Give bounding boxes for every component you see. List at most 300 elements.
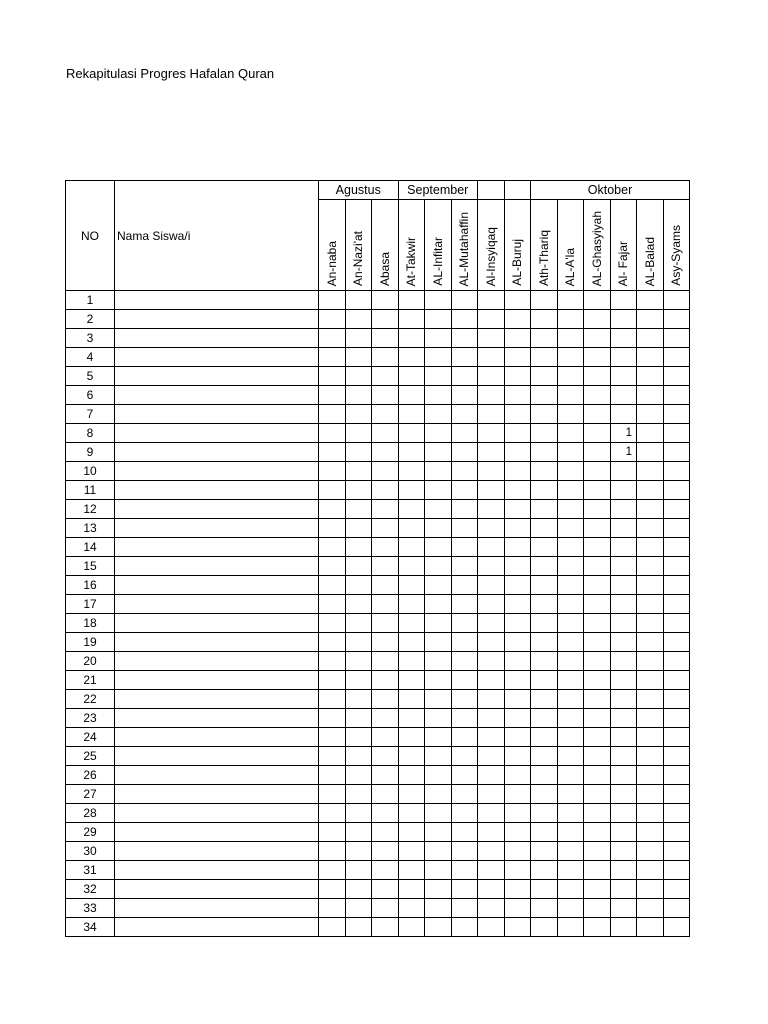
progress-cell[interactable] <box>584 348 611 367</box>
progress-cell[interactable] <box>584 443 611 462</box>
progress-cell[interactable] <box>478 804 505 823</box>
progress-cell[interactable] <box>637 861 664 880</box>
progress-cell[interactable] <box>637 519 664 538</box>
progress-cell[interactable] <box>531 329 558 348</box>
progress-cell[interactable] <box>637 538 664 557</box>
progress-cell[interactable] <box>610 519 637 538</box>
progress-cell[interactable] <box>584 747 611 766</box>
progress-cell[interactable] <box>451 709 478 728</box>
progress-cell[interactable] <box>451 595 478 614</box>
progress-cell[interactable] <box>531 633 558 652</box>
student-name-cell[interactable] <box>115 310 319 329</box>
progress-cell[interactable] <box>610 633 637 652</box>
progress-cell[interactable] <box>372 690 399 709</box>
progress-cell[interactable] <box>425 823 452 842</box>
progress-cell[interactable] <box>637 842 664 861</box>
progress-cell[interactable] <box>531 291 558 310</box>
progress-cell[interactable] <box>663 766 690 785</box>
progress-cell[interactable] <box>637 785 664 804</box>
progress-cell[interactable] <box>345 576 372 595</box>
progress-cell[interactable] <box>610 614 637 633</box>
progress-cell[interactable] <box>372 329 399 348</box>
progress-cell[interactable] <box>319 386 346 405</box>
progress-cell[interactable] <box>372 557 399 576</box>
progress-cell[interactable] <box>398 766 425 785</box>
student-name-cell[interactable] <box>115 386 319 405</box>
progress-cell[interactable] <box>425 861 452 880</box>
student-name-cell[interactable] <box>115 405 319 424</box>
progress-cell[interactable] <box>663 310 690 329</box>
progress-cell[interactable] <box>610 728 637 747</box>
progress-cell[interactable] <box>531 424 558 443</box>
progress-cell[interactable] <box>610 348 637 367</box>
progress-cell[interactable] <box>478 595 505 614</box>
progress-cell[interactable] <box>398 443 425 462</box>
progress-cell[interactable] <box>398 728 425 747</box>
progress-cell[interactable] <box>451 880 478 899</box>
progress-cell[interactable] <box>610 538 637 557</box>
progress-cell[interactable] <box>398 348 425 367</box>
progress-cell[interactable] <box>319 500 346 519</box>
progress-cell[interactable] <box>398 538 425 557</box>
progress-cell[interactable] <box>478 709 505 728</box>
progress-cell[interactable] <box>663 747 690 766</box>
progress-cell[interactable] <box>451 291 478 310</box>
progress-cell[interactable] <box>504 918 531 937</box>
progress-cell[interactable] <box>504 728 531 747</box>
progress-cell[interactable] <box>345 785 372 804</box>
progress-cell[interactable] <box>610 291 637 310</box>
progress-cell[interactable] <box>663 519 690 538</box>
progress-cell[interactable] <box>345 823 372 842</box>
progress-cell[interactable] <box>531 576 558 595</box>
progress-cell[interactable] <box>504 861 531 880</box>
progress-cell[interactable] <box>504 595 531 614</box>
progress-cell[interactable] <box>531 310 558 329</box>
progress-cell[interactable] <box>478 728 505 747</box>
progress-cell[interactable] <box>637 386 664 405</box>
progress-cell[interactable] <box>398 329 425 348</box>
progress-cell[interactable] <box>372 614 399 633</box>
progress-cell[interactable] <box>557 595 584 614</box>
progress-cell[interactable] <box>372 386 399 405</box>
progress-cell[interactable] <box>398 842 425 861</box>
progress-cell[interactable] <box>531 747 558 766</box>
progress-cell[interactable] <box>372 310 399 329</box>
progress-cell[interactable] <box>478 823 505 842</box>
student-name-cell[interactable] <box>115 595 319 614</box>
progress-cell[interactable] <box>478 899 505 918</box>
progress-cell[interactable] <box>398 633 425 652</box>
progress-cell[interactable] <box>531 823 558 842</box>
progress-cell[interactable] <box>319 747 346 766</box>
progress-cell[interactable] <box>478 443 505 462</box>
progress-cell[interactable] <box>584 519 611 538</box>
progress-cell[interactable] <box>557 386 584 405</box>
progress-cell[interactable] <box>345 671 372 690</box>
progress-cell[interactable] <box>663 633 690 652</box>
student-name-cell[interactable] <box>115 500 319 519</box>
progress-cell[interactable] <box>610 367 637 386</box>
progress-cell[interactable] <box>345 804 372 823</box>
progress-cell[interactable] <box>372 671 399 690</box>
progress-cell[interactable] <box>372 481 399 500</box>
progress-cell[interactable] <box>319 690 346 709</box>
progress-cell[interactable] <box>345 690 372 709</box>
progress-cell[interactable] <box>663 899 690 918</box>
progress-cell[interactable] <box>504 899 531 918</box>
progress-cell[interactable] <box>319 842 346 861</box>
progress-cell[interactable] <box>531 500 558 519</box>
progress-cell[interactable] <box>504 766 531 785</box>
progress-cell[interactable] <box>478 861 505 880</box>
progress-cell[interactable] <box>663 652 690 671</box>
progress-cell[interactable] <box>557 557 584 576</box>
progress-cell[interactable] <box>637 348 664 367</box>
progress-cell[interactable] <box>425 690 452 709</box>
progress-cell[interactable] <box>610 329 637 348</box>
progress-cell[interactable] <box>319 576 346 595</box>
progress-cell[interactable] <box>557 519 584 538</box>
progress-cell[interactable] <box>319 462 346 481</box>
progress-cell[interactable] <box>663 500 690 519</box>
progress-cell[interactable] <box>425 405 452 424</box>
progress-cell[interactable] <box>557 785 584 804</box>
progress-cell[interactable] <box>319 329 346 348</box>
progress-cell[interactable] <box>584 766 611 785</box>
progress-cell[interactable] <box>637 595 664 614</box>
progress-cell[interactable] <box>345 538 372 557</box>
progress-cell[interactable] <box>531 880 558 899</box>
progress-cell[interactable] <box>663 462 690 481</box>
progress-cell[interactable] <box>557 443 584 462</box>
progress-cell[interactable] <box>610 652 637 671</box>
progress-cell[interactable] <box>478 538 505 557</box>
progress-cell[interactable] <box>584 709 611 728</box>
progress-cell[interactable] <box>557 747 584 766</box>
student-name-cell[interactable] <box>115 538 319 557</box>
progress-cell[interactable] <box>345 766 372 785</box>
student-name-cell[interactable] <box>115 747 319 766</box>
progress-cell[interactable] <box>531 728 558 747</box>
progress-cell[interactable] <box>584 918 611 937</box>
student-name-cell[interactable] <box>115 633 319 652</box>
progress-cell[interactable] <box>557 614 584 633</box>
student-name-cell[interactable] <box>115 690 319 709</box>
progress-cell[interactable] <box>531 443 558 462</box>
progress-cell[interactable] <box>663 614 690 633</box>
progress-cell[interactable] <box>584 728 611 747</box>
progress-cell[interactable] <box>478 462 505 481</box>
student-name-cell[interactable] <box>115 918 319 937</box>
progress-cell[interactable] <box>425 443 452 462</box>
progress-cell[interactable] <box>584 424 611 443</box>
progress-cell[interactable] <box>425 709 452 728</box>
progress-cell[interactable] <box>531 405 558 424</box>
progress-cell[interactable] <box>504 538 531 557</box>
progress-cell[interactable] <box>504 386 531 405</box>
progress-cell[interactable] <box>398 519 425 538</box>
progress-cell[interactable] <box>425 728 452 747</box>
progress-cell[interactable] <box>557 329 584 348</box>
progress-cell[interactable] <box>451 405 478 424</box>
progress-cell[interactable] <box>478 880 505 899</box>
progress-cell[interactable] <box>398 291 425 310</box>
progress-cell[interactable] <box>425 538 452 557</box>
progress-cell[interactable] <box>637 633 664 652</box>
progress-cell[interactable] <box>557 538 584 557</box>
progress-cell[interactable] <box>478 633 505 652</box>
progress-cell[interactable] <box>345 310 372 329</box>
progress-cell[interactable] <box>478 405 505 424</box>
progress-cell[interactable] <box>319 424 346 443</box>
progress-cell[interactable] <box>663 367 690 386</box>
progress-cell[interactable] <box>478 386 505 405</box>
progress-cell[interactable] <box>663 785 690 804</box>
progress-cell[interactable] <box>425 462 452 481</box>
progress-cell[interactable] <box>610 785 637 804</box>
progress-cell[interactable] <box>398 576 425 595</box>
progress-cell[interactable] <box>372 538 399 557</box>
progress-cell[interactable] <box>637 690 664 709</box>
progress-cell[interactable] <box>663 443 690 462</box>
progress-cell[interactable] <box>398 652 425 671</box>
progress-cell[interactable] <box>584 842 611 861</box>
progress-cell[interactable] <box>637 880 664 899</box>
progress-cell[interactable] <box>504 690 531 709</box>
progress-cell[interactable] <box>663 823 690 842</box>
progress-cell[interactable] <box>372 747 399 766</box>
progress-cell[interactable] <box>372 861 399 880</box>
progress-cell[interactable] <box>372 500 399 519</box>
progress-cell[interactable] <box>663 291 690 310</box>
progress-cell[interactable] <box>637 766 664 785</box>
progress-cell[interactable] <box>345 367 372 386</box>
progress-cell[interactable] <box>504 557 531 576</box>
student-name-cell[interactable] <box>115 823 319 842</box>
progress-cell[interactable] <box>663 386 690 405</box>
progress-cell[interactable] <box>584 633 611 652</box>
student-name-cell[interactable] <box>115 481 319 500</box>
progress-cell[interactable] <box>372 880 399 899</box>
progress-cell[interactable] <box>610 861 637 880</box>
progress-cell[interactable] <box>319 348 346 367</box>
progress-cell[interactable] <box>478 500 505 519</box>
progress-cell[interactable] <box>319 652 346 671</box>
student-name-cell[interactable] <box>115 709 319 728</box>
progress-cell[interactable] <box>478 747 505 766</box>
progress-cell[interactable] <box>425 652 452 671</box>
progress-cell[interactable] <box>345 386 372 405</box>
progress-cell[interactable] <box>319 481 346 500</box>
progress-cell[interactable] <box>531 462 558 481</box>
progress-cell[interactable] <box>504 576 531 595</box>
progress-cell[interactable] <box>345 633 372 652</box>
progress-cell[interactable] <box>557 728 584 747</box>
progress-cell[interactable] <box>663 804 690 823</box>
progress-cell[interactable] <box>345 519 372 538</box>
progress-cell[interactable] <box>557 367 584 386</box>
progress-cell[interactable] <box>372 899 399 918</box>
progress-cell[interactable] <box>425 291 452 310</box>
progress-cell[interactable] <box>637 671 664 690</box>
progress-cell[interactable] <box>663 557 690 576</box>
progress-cell[interactable] <box>478 348 505 367</box>
progress-cell[interactable] <box>345 500 372 519</box>
progress-cell[interactable] <box>372 424 399 443</box>
progress-cell[interactable] <box>319 405 346 424</box>
progress-cell[interactable] <box>637 652 664 671</box>
progress-cell[interactable] <box>531 690 558 709</box>
student-name-cell[interactable] <box>115 462 319 481</box>
progress-cell[interactable] <box>451 899 478 918</box>
progress-cell[interactable] <box>557 823 584 842</box>
progress-cell[interactable] <box>610 766 637 785</box>
progress-cell[interactable] <box>637 576 664 595</box>
progress-cell[interactable] <box>425 671 452 690</box>
progress-cell[interactable] <box>584 804 611 823</box>
progress-cell[interactable] <box>557 633 584 652</box>
progress-cell[interactable] <box>425 367 452 386</box>
progress-cell[interactable] <box>531 785 558 804</box>
progress-cell[interactable] <box>504 329 531 348</box>
progress-cell[interactable] <box>372 291 399 310</box>
progress-cell[interactable] <box>425 918 452 937</box>
progress-cell[interactable] <box>398 747 425 766</box>
progress-cell[interactable] <box>451 329 478 348</box>
progress-cell[interactable] <box>504 823 531 842</box>
progress-cell[interactable] <box>319 557 346 576</box>
progress-cell[interactable] <box>425 348 452 367</box>
progress-cell[interactable] <box>557 291 584 310</box>
progress-cell[interactable] <box>584 899 611 918</box>
progress-cell[interactable] <box>637 728 664 747</box>
progress-cell[interactable] <box>425 595 452 614</box>
progress-cell[interactable] <box>531 804 558 823</box>
progress-cell[interactable] <box>425 557 452 576</box>
progress-cell[interactable] <box>557 462 584 481</box>
progress-cell[interactable] <box>398 386 425 405</box>
progress-cell[interactable] <box>478 614 505 633</box>
progress-cell[interactable] <box>504 880 531 899</box>
progress-cell[interactable] <box>504 519 531 538</box>
progress-cell[interactable] <box>610 481 637 500</box>
progress-cell[interactable] <box>584 386 611 405</box>
progress-cell[interactable] <box>372 633 399 652</box>
progress-cell[interactable] <box>531 519 558 538</box>
progress-cell[interactable] <box>451 785 478 804</box>
progress-cell[interactable] <box>663 595 690 614</box>
progress-cell[interactable] <box>398 595 425 614</box>
progress-cell[interactable] <box>610 709 637 728</box>
progress-cell[interactable] <box>425 766 452 785</box>
progress-cell[interactable] <box>451 576 478 595</box>
progress-cell[interactable] <box>584 614 611 633</box>
progress-cell[interactable] <box>584 291 611 310</box>
student-name-cell[interactable] <box>115 728 319 747</box>
progress-cell[interactable] <box>610 671 637 690</box>
progress-cell[interactable] <box>398 861 425 880</box>
progress-cell[interactable] <box>504 405 531 424</box>
progress-cell[interactable] <box>663 424 690 443</box>
progress-cell[interactable] <box>663 709 690 728</box>
progress-cell[interactable] <box>531 652 558 671</box>
progress-cell[interactable] <box>478 576 505 595</box>
progress-cell[interactable] <box>451 823 478 842</box>
progress-cell[interactable] <box>319 538 346 557</box>
progress-cell[interactable] <box>451 424 478 443</box>
student-name-cell[interactable] <box>115 424 319 443</box>
progress-cell[interactable] <box>504 348 531 367</box>
progress-cell[interactable] <box>345 842 372 861</box>
progress-cell[interactable] <box>398 709 425 728</box>
progress-cell[interactable] <box>610 405 637 424</box>
progress-cell[interactable] <box>398 424 425 443</box>
progress-cell[interactable] <box>557 804 584 823</box>
progress-cell[interactable] <box>425 519 452 538</box>
progress-cell[interactable] <box>345 557 372 576</box>
progress-cell[interactable] <box>372 576 399 595</box>
progress-cell[interactable] <box>345 861 372 880</box>
progress-cell[interactable] <box>372 443 399 462</box>
progress-cell[interactable] <box>398 614 425 633</box>
progress-cell[interactable] <box>372 823 399 842</box>
progress-cell[interactable] <box>584 576 611 595</box>
progress-cell[interactable] <box>637 500 664 519</box>
progress-cell[interactable] <box>372 728 399 747</box>
progress-cell[interactable] <box>531 557 558 576</box>
progress-cell[interactable] <box>531 861 558 880</box>
progress-cell[interactable] <box>504 633 531 652</box>
progress-cell[interactable] <box>504 481 531 500</box>
progress-cell[interactable] <box>584 861 611 880</box>
progress-cell[interactable] <box>637 557 664 576</box>
progress-cell[interactable] <box>637 614 664 633</box>
progress-cell[interactable] <box>398 918 425 937</box>
student-name-cell[interactable] <box>115 785 319 804</box>
progress-cell[interactable] <box>557 576 584 595</box>
progress-cell[interactable] <box>637 747 664 766</box>
progress-cell[interactable] <box>319 633 346 652</box>
progress-cell[interactable] <box>451 500 478 519</box>
progress-cell[interactable] <box>451 519 478 538</box>
progress-cell[interactable] <box>531 386 558 405</box>
progress-cell[interactable] <box>584 690 611 709</box>
progress-cell[interactable] <box>637 918 664 937</box>
progress-cell[interactable] <box>663 538 690 557</box>
progress-cell[interactable] <box>637 899 664 918</box>
progress-cell[interactable] <box>610 899 637 918</box>
progress-cell[interactable] <box>425 842 452 861</box>
progress-cell[interactable] <box>478 557 505 576</box>
progress-cell[interactable] <box>610 386 637 405</box>
progress-cell[interactable] <box>584 462 611 481</box>
progress-cell[interactable] <box>372 367 399 386</box>
progress-cell[interactable] <box>557 500 584 519</box>
student-name-cell[interactable] <box>115 861 319 880</box>
student-name-cell[interactable] <box>115 614 319 633</box>
progress-cell[interactable] <box>557 690 584 709</box>
progress-cell[interactable] <box>663 728 690 747</box>
student-name-cell[interactable] <box>115 367 319 386</box>
progress-cell[interactable] <box>319 823 346 842</box>
progress-cell[interactable] <box>425 880 452 899</box>
progress-cell[interactable] <box>504 652 531 671</box>
progress-cell[interactable] <box>478 310 505 329</box>
progress-cell[interactable] <box>663 918 690 937</box>
progress-cell[interactable] <box>637 709 664 728</box>
progress-cell[interactable] <box>451 918 478 937</box>
